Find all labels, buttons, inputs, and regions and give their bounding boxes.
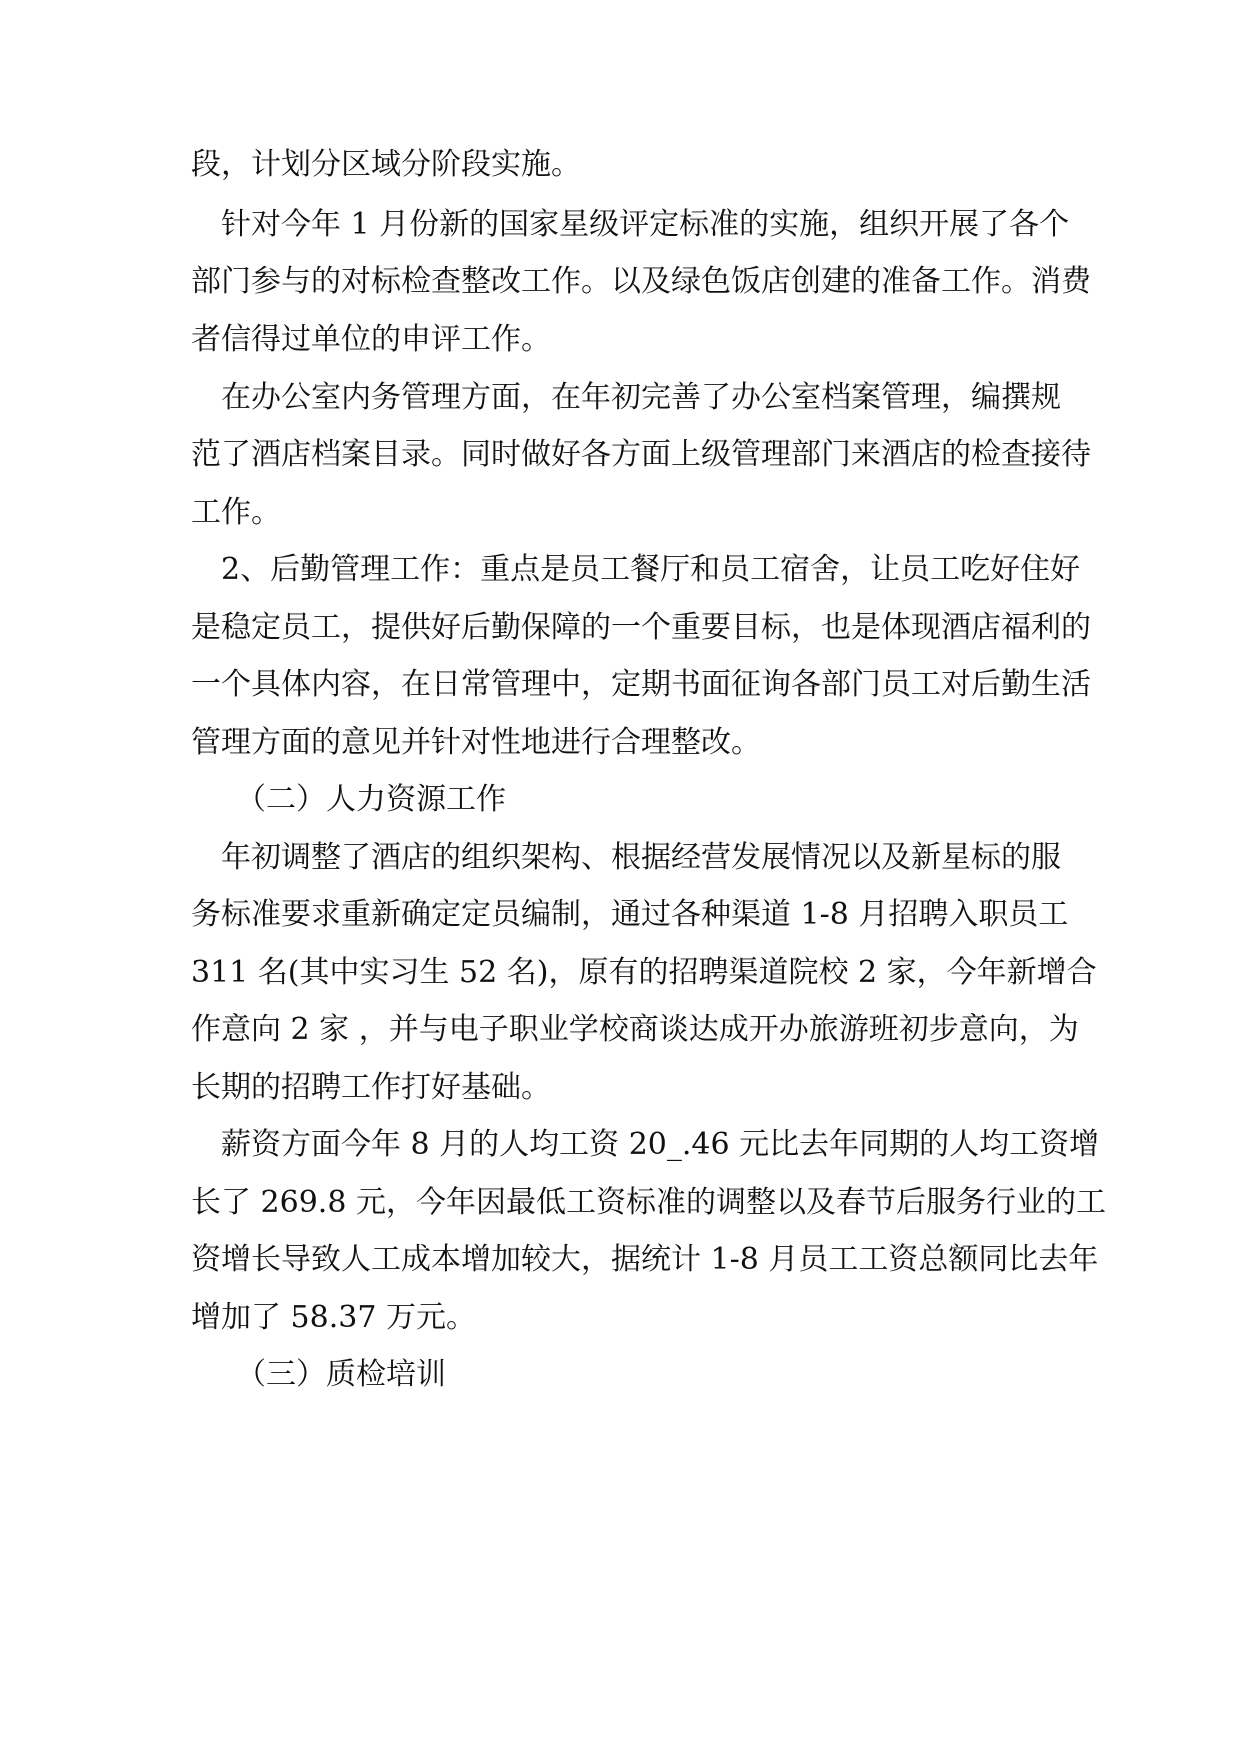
text-line: 管理方面的意见并针对性地进行合理整改。: [191, 725, 761, 760]
section-heading: （三）质检培训: [191, 1357, 446, 1392]
text-line: 长了 269.8 元，今年因最低工资标准的调整以及春节后服务行业的工: [191, 1185, 1106, 1220]
text-line: 长期的招聘工作打好基础。: [191, 1070, 551, 1105]
text-line: 工作。: [191, 495, 281, 530]
text-line: 针对今年 1 月份新的国家星级评定标准的实施，组织开展了各个: [191, 207, 1070, 242]
text-line: 者信得过单位的申评工作。: [191, 322, 551, 357]
text-line: 务标准要求重新确定定员编制，通过各种渠道 1-8 月招聘入职员工: [191, 897, 1069, 932]
text-line: 2、后勤管理工作：重点是员工餐厅和员工宿舍，让员工吃好住好: [191, 552, 1081, 587]
section-heading: （二）人力资源工作: [191, 782, 506, 817]
text-line: 段，计划分区域分阶段实施。: [191, 147, 581, 182]
text-line: 在办公室内务管理方面，在年初完善了办公室档案管理，编撰规: [191, 380, 1061, 415]
text-line: 资增长导致人工成本增加较大，据统计 1-8 月员工工资总额同比去年: [191, 1242, 1099, 1277]
text-line: 311 名(其中实习生 52 名)，原有的招聘渠道院校 2 家，今年新增合: [191, 955, 1097, 990]
text-line: 是稳定员工，提供好后勤保障的一个重要目标，也是体现酒店福利的: [191, 610, 1091, 645]
text-line: 增加了 58.37 万元。: [191, 1300, 476, 1335]
text-line: 一个具体内容，在日常管理中，定期书面征询各部门员工对后勤生活: [191, 667, 1091, 702]
text-line: 薪资方面今年 8 月的人均工资 20_.46 元比去年同期的人均工资增: [191, 1127, 1100, 1162]
text-line: 作意向 2 家 ，并与电子职业学校商谈达成开办旅游班初步意向，为: [191, 1012, 1079, 1047]
text-line: 部门参与的对标检查整改工作。以及绿色饭店创建的准备工作。消费: [191, 264, 1091, 299]
text-line: 年初调整了酒店的组织架构、根据经营发展情况以及新星标的服: [191, 840, 1061, 875]
text-line: 范了酒店档案目录。同时做好各方面上级管理部门来酒店的检查接待: [191, 437, 1091, 472]
